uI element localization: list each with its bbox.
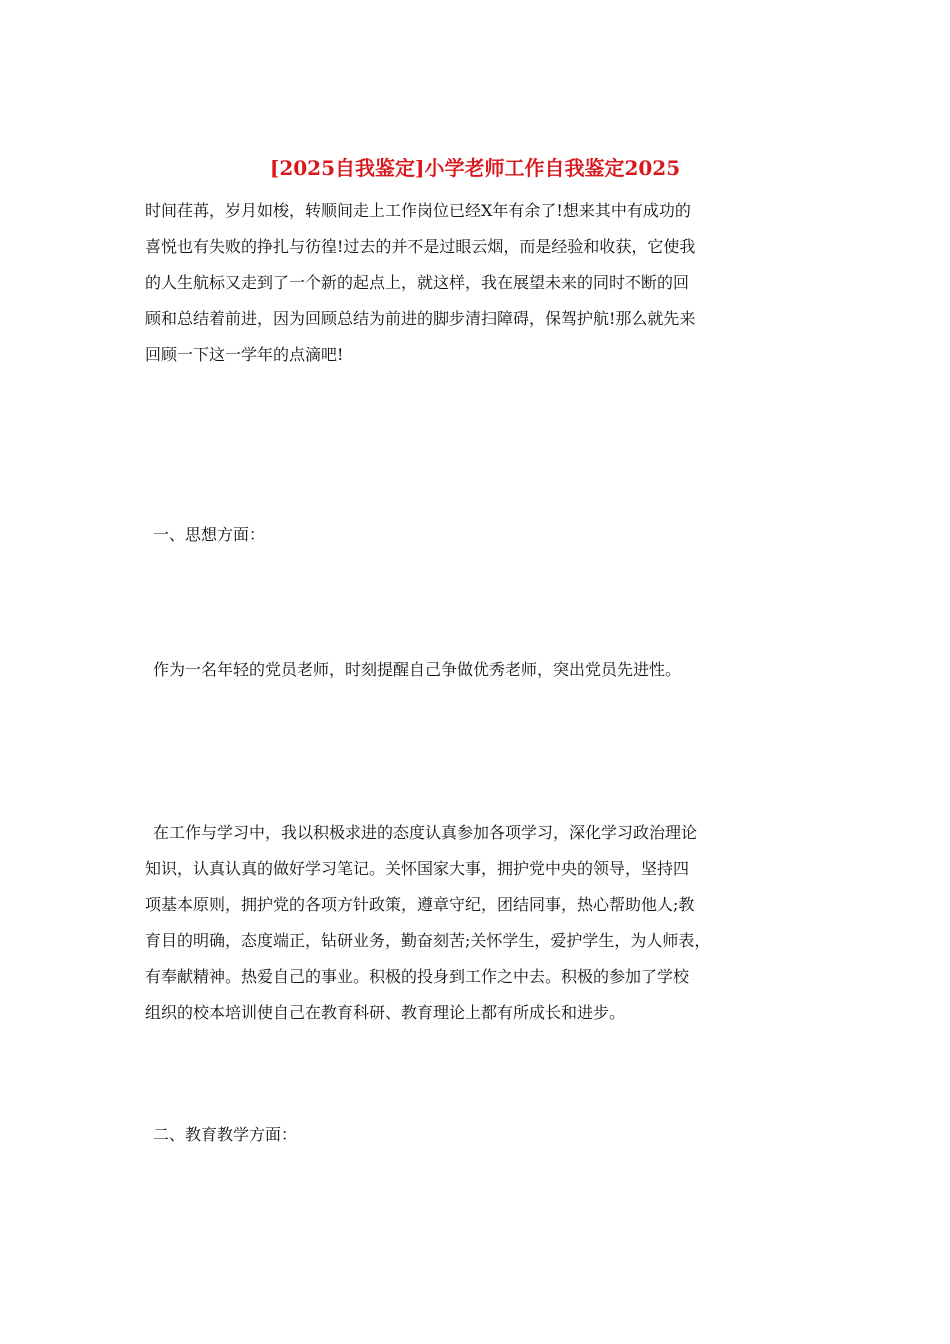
section-heading-teaching	[153, 1117, 823, 1153]
paragraph-line: 有奉献精神。热爱自己的事业。积极的投身到工作之中去。积极的参加了学校	[145, 967, 690, 986]
paragraph-line: 知识，认真认真的做好学习笔记。关怀国家大事，拥护党中央的领导，坚持四	[145, 859, 690, 878]
intro-paragraph	[145, 193, 815, 373]
paragraph-line: 育目的明确，态度端正，钻研业务，勤奋刻苦;关怀学生，爱护学生，为人师表，	[145, 931, 711, 950]
paragraph-line: 项基本原则，拥护党的各项方针政策，遵章守纪，团结同事，热心帮助他人;教	[145, 895, 695, 914]
section-heading-text: 二、教育教学方面：	[153, 1125, 298, 1144]
intro-line: 时间荏苒，岁月如梭，转顺间走上工作岗位已经X年有余了!想来其中有成功的	[145, 201, 691, 220]
paragraph-line: 在工作与学习中，我以积极求进的态度认真参加各项学习，深化学习政治理论	[153, 823, 698, 842]
section1-paragraph-2	[145, 815, 815, 1031]
paragraph-line: 组织的校本培训使自己在教育科研、教育理论上都有所成长和进步。	[145, 1003, 626, 1022]
intro-line: 的人生航标又走到了一个新的起点上，就这样，我在展望未来的同时不断的回	[145, 273, 690, 292]
document-title: [2025自我鉴定]小学老师工作自我鉴定2025	[269, 156, 681, 180]
section-heading-text: 一、思想方面：	[153, 525, 266, 544]
intro-line: 喜悦也有失败的挣扎与彷徨!过去的并不是过眼云烟，而是经验和收获，它使我	[145, 237, 696, 256]
intro-line: 顾和总结着前进，因为回顾总结为前进的脚步清扫障碍，保驾护航!那么就先来	[145, 309, 696, 328]
section1-paragraph-1	[153, 652, 823, 688]
section-heading-ideology	[153, 517, 823, 553]
intro-line: 回顾一下这一学年的点滴吧!	[145, 345, 344, 364]
paragraph-line: 作为一名年轻的党员老师，时刻提醒自己争做优秀老师，突出党员先进性。	[153, 660, 682, 679]
